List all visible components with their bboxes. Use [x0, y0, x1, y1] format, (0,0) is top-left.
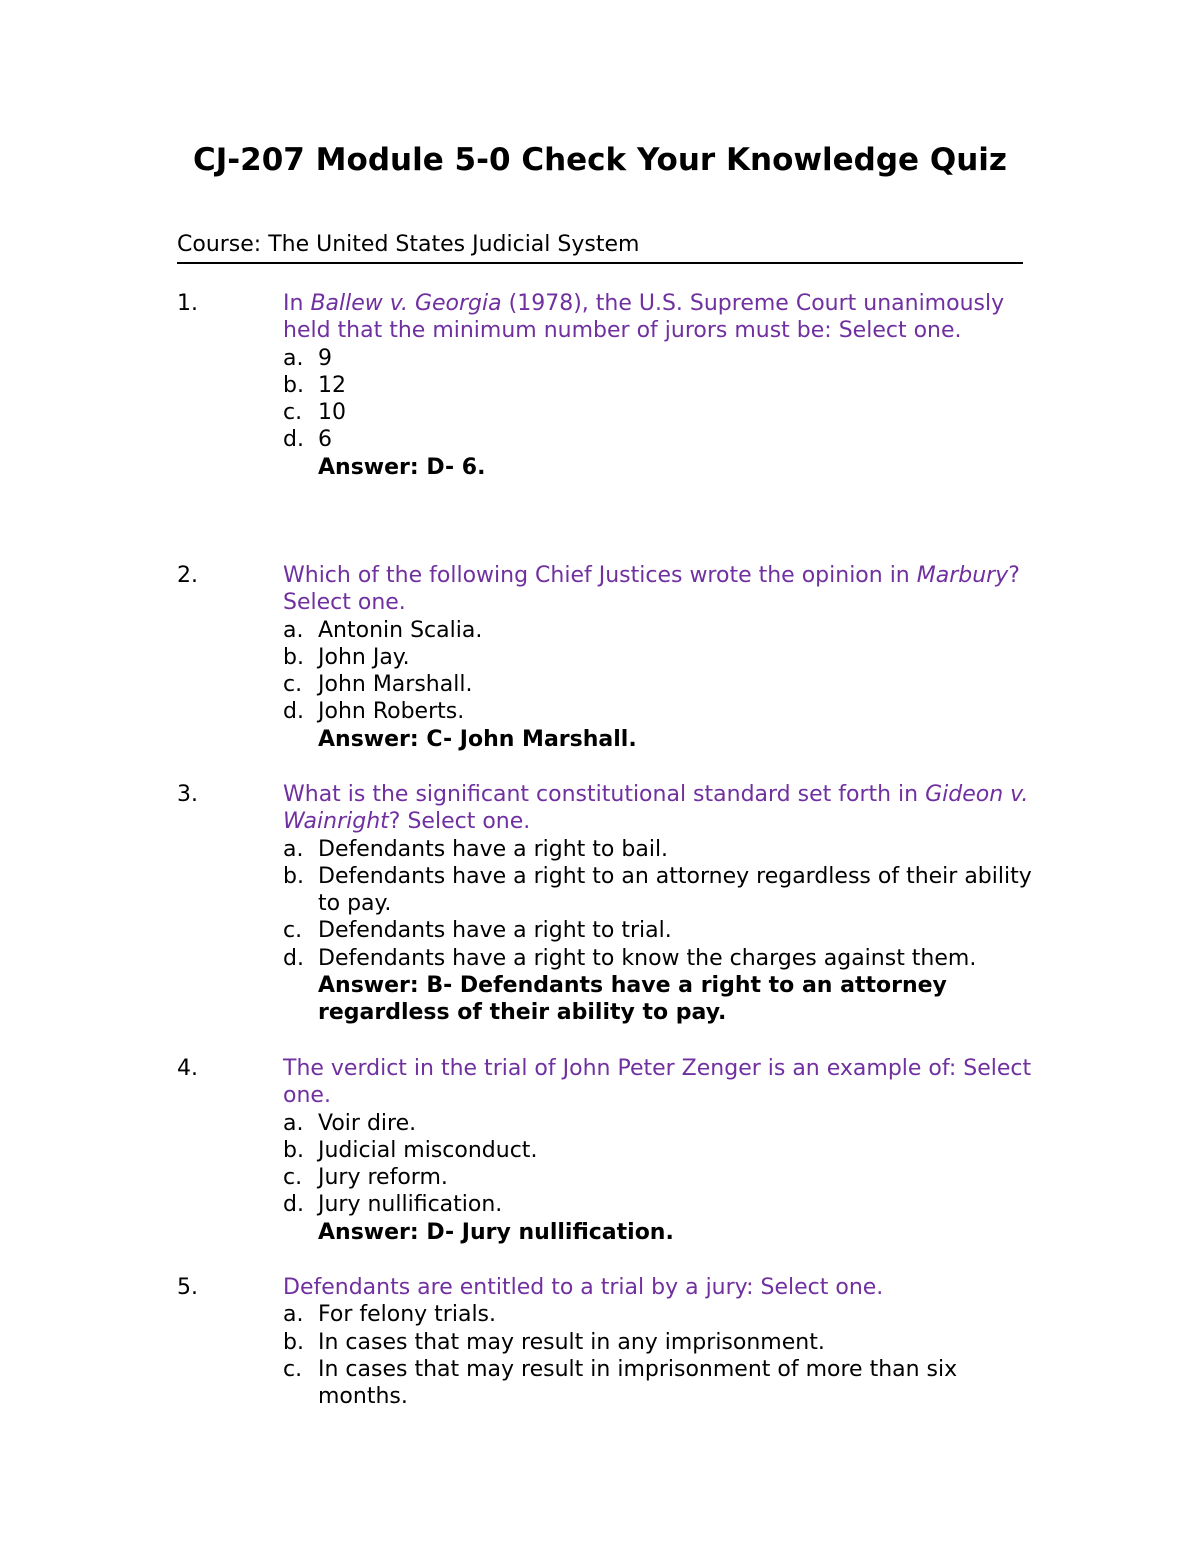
question-text: Which of the following Chief Justices wrote the opinion in Marbury? Select one. — [283, 563, 1020, 616]
option-b: b. In cases that may result in any imprisonment. — [283, 1329, 825, 1355]
answer-text: Answer: C- John Marshall. — [318, 726, 637, 752]
option-a: a. 9 — [283, 345, 332, 371]
option-d: d. John Roberts. — [283, 699, 465, 725]
option-d: d. 6 — [283, 427, 332, 453]
answer-text: Answer: B- Defendants have a right to an attorney regardless of their ability to pay. — [318, 973, 947, 1026]
option-b: b. Judicial misconduct. — [283, 1137, 538, 1163]
option-d: d. Jury nullification. — [283, 1192, 503, 1218]
option-d: d. Defendants have a right to know the charges against them. — [283, 945, 977, 971]
case-name: Ballew v. Georgia — [310, 291, 502, 316]
answer-text: Answer: D- Jury nullification. — [318, 1219, 674, 1245]
option-a: a. Voir dire. — [283, 1110, 417, 1136]
option-c: c. Defendants have a right to trial. — [283, 918, 672, 944]
option-c: c. Jury reform. — [283, 1165, 448, 1191]
page-title: CJ-207 Module 5-0 Check Your Knowledge Quiz — [193, 142, 1007, 178]
option-a: a. Antonin Scalia. — [283, 617, 483, 643]
question-4 — [177, 1055, 1037, 1246]
question-1 — [177, 290, 1037, 481]
question-text: In Ballew v. Georgia (1978), the U.S. Supreme Court unanimously held that the minimum number of jurors must be: Select one. — [283, 291, 1005, 344]
question-5 — [177, 1274, 1037, 1410]
case-name: Marbury — [916, 563, 1009, 588]
option-c: c. 10 — [283, 400, 346, 426]
option-c: c. In cases that may result in imprisonment of more than six months. — [283, 1356, 958, 1410]
option-c: c. John Marshall. — [283, 672, 473, 698]
question-number: 3. — [177, 782, 198, 807]
question-text: The verdict in the trial of John Peter Zenger is an example of: Select one. — [283, 1056, 1032, 1109]
course-line: Course: The United States Judicial System — [177, 230, 1023, 264]
question-2 — [177, 562, 1037, 753]
option-b: b. Defendants have a right to an attorney regardless of their ability to pay. — [283, 863, 1032, 917]
option-b: b. John Jay. — [283, 644, 410, 670]
question-number: 2. — [177, 563, 198, 588]
option-a: a. For felony trials. — [283, 1302, 497, 1328]
question-number: 5. — [177, 1275, 198, 1300]
option-b: b. 12 — [283, 372, 346, 398]
case-name: Gideon v. Wainright — [283, 782, 1029, 835]
answer-text: Answer: D- 6. — [318, 454, 486, 480]
option-a: a. Defendants have a right to bail. — [283, 836, 669, 862]
question-text: What is the significant constitutional standard set forth in Gideon v. Wainright? Select one. — [283, 782, 1029, 835]
question-number: 1. — [177, 291, 198, 316]
question-text: Defendants are entitled to a trial by a jury: Select one. — [283, 1275, 884, 1300]
question-3 — [177, 781, 1037, 1027]
question-number: 4. — [177, 1056, 198, 1081]
